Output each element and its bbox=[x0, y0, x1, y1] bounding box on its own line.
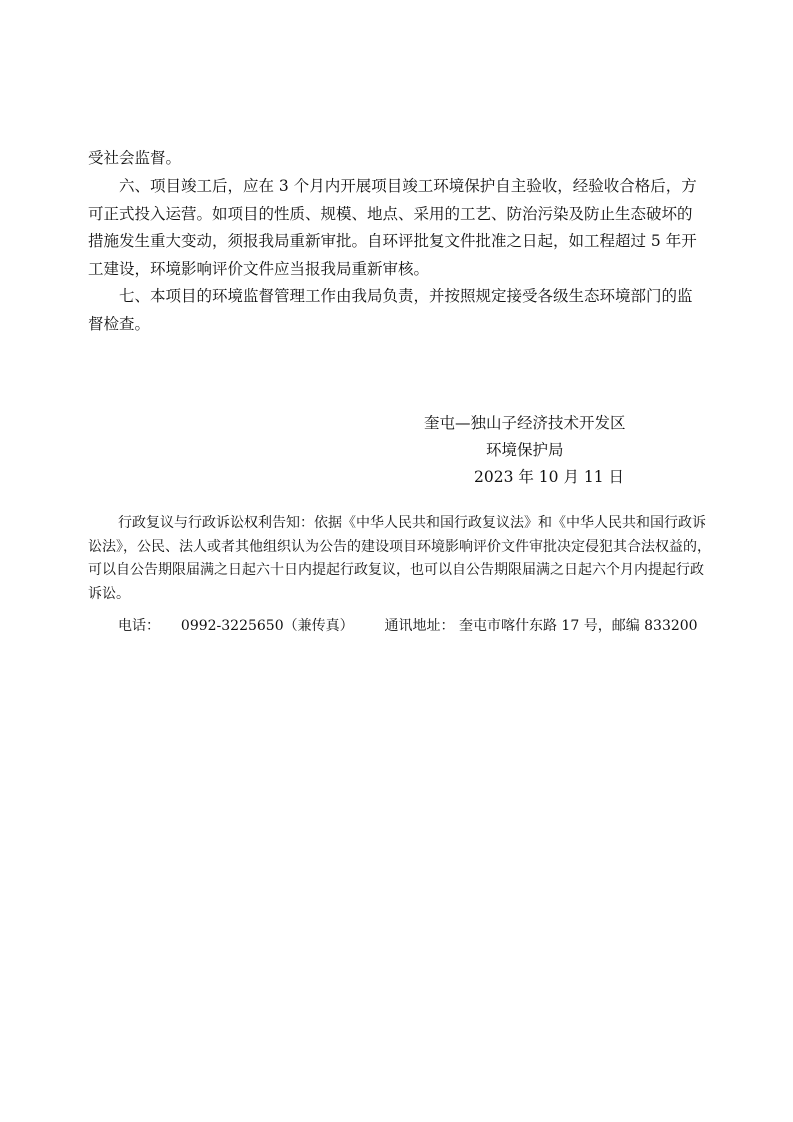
address-value: 奎屯市喀什东路 17 号，邮编 833200 bbox=[458, 618, 698, 634]
body-line-7: 督检查。 bbox=[88, 315, 151, 333]
address-label: 通讯地址： bbox=[384, 618, 455, 634]
notice-line-2: 讼法》，公民、法人或者其他组织认为公告的建设项目环境影响评价文件审批决定侵犯其合法权益的， bbox=[88, 539, 711, 555]
body-line-5: 工建设，环境影响评价文件应当报我局重新审核。 bbox=[88, 260, 430, 278]
body-line-2: 六、项目竣工后，应在 3 个月内开展项目竣工环境保护自主验收，经验收合格后，方 bbox=[119, 177, 697, 195]
body-line-6: 七、本项目的环境监督管理工作由我局负责，并按照规定接受各级生态环境部门的监 bbox=[119, 287, 693, 305]
phone-value: 0992-3225650（兼传真） bbox=[180, 618, 354, 634]
phone-label: 电话： bbox=[118, 618, 160, 634]
contact-line bbox=[118, 617, 698, 635]
signature-date: 2023 年 10 月 11 日 bbox=[474, 468, 625, 486]
body-line-1: 受社会监督。 bbox=[88, 149, 182, 167]
signature-org-line1: 奎屯—独山子经济技术开发区 bbox=[424, 414, 626, 432]
notice-line-3: 可以自公告期限届满之日起六十日内提起行政复议，也可以自公告期限届满之日起六个月内提起行政 bbox=[88, 562, 704, 578]
notice-line-1: 行政复议与行政诉讼权利告知：依据《中华人民共和国行政复议法》和《中华人民共和国行政诉 bbox=[118, 515, 706, 531]
body-line-4: 措施发生重大变动，须报我局重新审批。自环评批复文件批准之日起，如工程超过 5 年开 bbox=[88, 232, 697, 250]
signature-org-line2: 环境保护局 bbox=[486, 441, 564, 459]
notice-line-4: 诉讼。 bbox=[88, 586, 130, 602]
body-line-3: 可正式投入运营。如项目的性质、规模、地点、采用的工艺、防治污染及防止生态破坏的 bbox=[88, 205, 693, 223]
